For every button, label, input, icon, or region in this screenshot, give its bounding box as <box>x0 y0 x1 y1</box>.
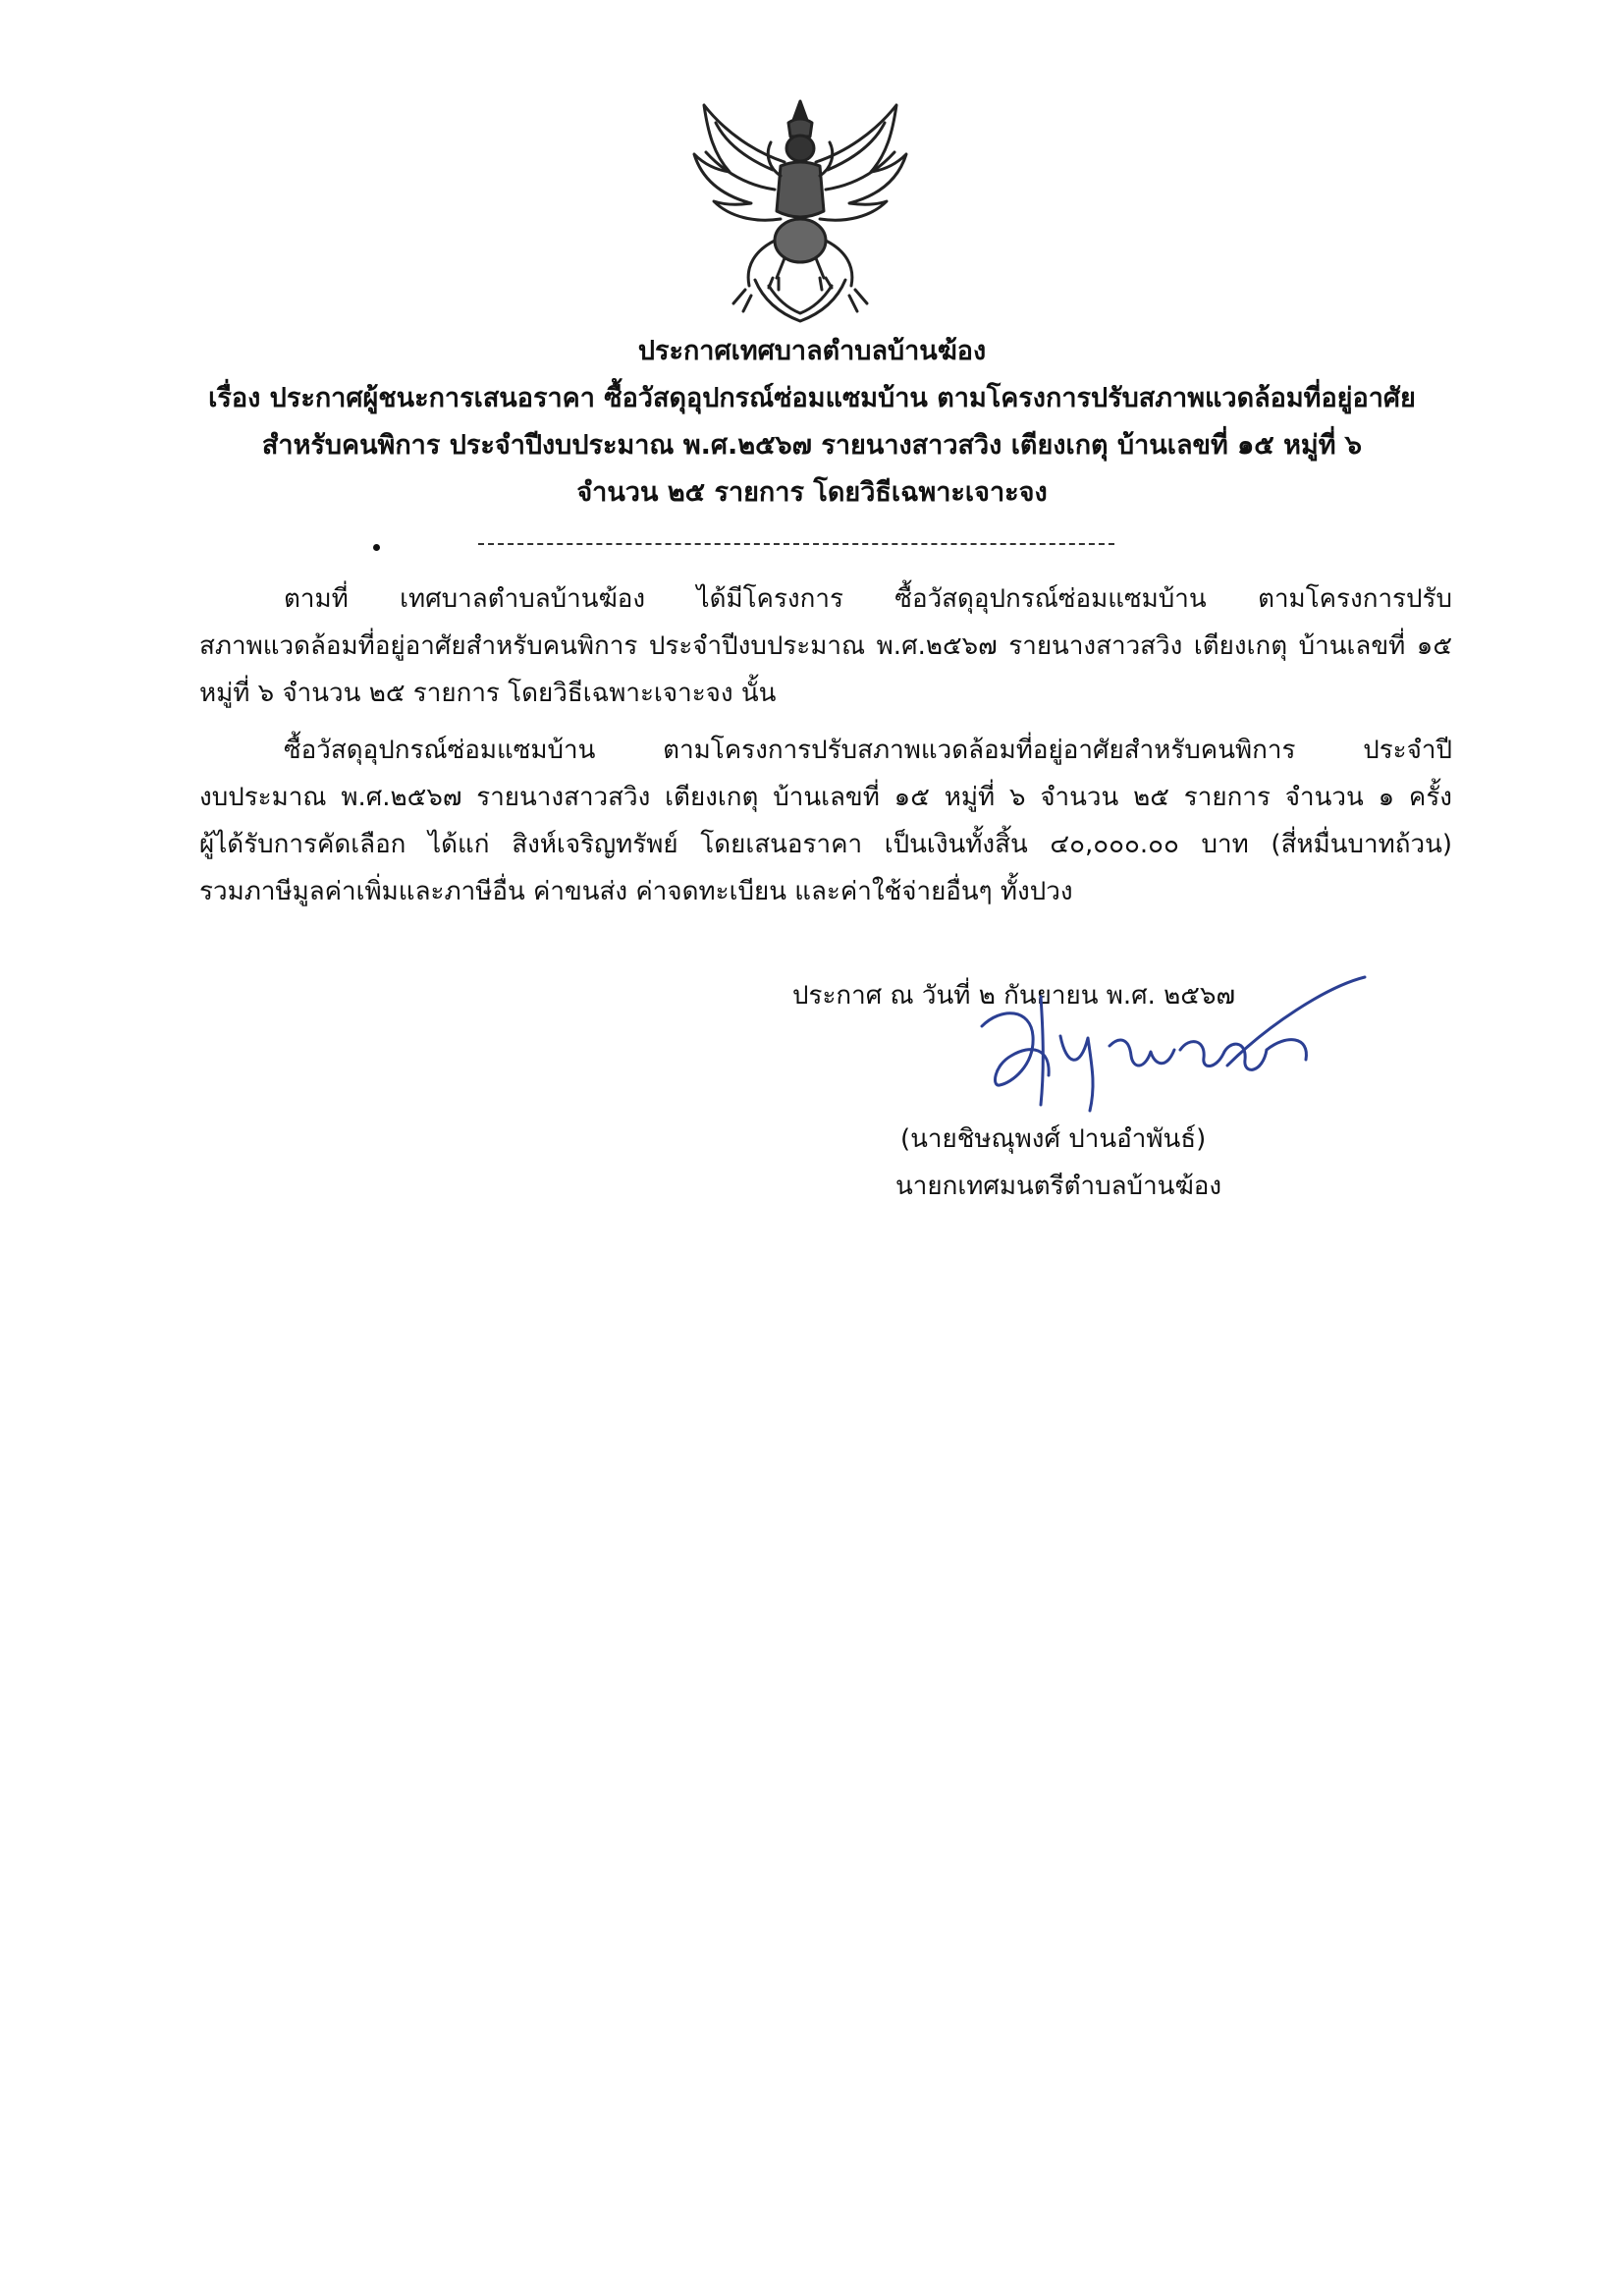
para2-line-2: งบประมาณ พ.ศ.๒๕๖๗ รายนางสาวสวิง เตียงเกตุ บ้านเลขที่ ๑๕ หมู่ที่ ๖ จำนวน ๒๕ รายการ จำนวน ๑ ครั้ง <box>199 783 1452 812</box>
para1-line-2: สภาพแวดล้อมที่อยู่อาศัยสำหรับคนพิการ ประจำปีงบประมาณ พ.ศ.๒๕๖๗ รายนางสาวสวิง เตียงเกตุ บ้านเลขที่ ๑๕ <box>199 631 1452 661</box>
announcement-date: ประกาศ ณ วันที่ ๒ กันยายน พ.ศ. ๒๕๖๗ <box>792 981 1236 1011</box>
para2-line-1: ซื้อวัสดุอุปกรณ์ซ่อมแซมบ้าน ตามโครงการปรับสภาพแวดล้อมที่อยู่อาศัยสำหรับคนพิการ ประจำปี <box>284 736 1452 765</box>
garuda-emblem-icon <box>686 93 914 327</box>
document-subject-line-3: จำนวน ๒๕ รายการ โดยวิธีเฉพาะเจาะจง <box>576 477 1048 508</box>
handwritten-signature <box>972 967 1384 1115</box>
para2-line-4: รวมภาษีมูลค่าเพิ่มและภาษีอื่น ค่าขนส่ง ค่าจดทะเบียน และค่าใช้จ่ายอื่นๆ ทั้งปวง <box>199 877 1073 906</box>
document-subject-line-1: เรื่อง ประกาศผู้ชนะการเสนอราคา ซื้อวัสดุอุปกรณ์ซ่อมแซมบ้าน ตามโครงการปรับสภาพแวดล้อมที่อยู่อาศัย <box>208 383 1416 413</box>
document-org-title: ประกาศเทศบาลตำบลบ้านฆ้อง <box>637 336 987 366</box>
para1-line-1: ตามที่ เทศบาลตำบลบ้านฆ้อง ได้มีโครงการ ซื้อวัสดุอุปกรณ์ซ่อมแซมบ้าน ตามโครงการปรับ <box>284 584 1452 614</box>
para1-line-3: หมู่ที่ ๖ จำนวน ๒๕ รายการ โดยวิธีเฉพาะเจาะจง นั้น <box>199 679 777 708</box>
signer-name: (นายชิษณุพงศ์ ปานอำพันธ์) <box>900 1124 1207 1154</box>
para2-line-3: ผู้ได้รับการคัดเลือก ได้แก่ สิงห์เจริญทรัพย์ โดยเสนอราคา เป็นเงินทั้งสิ้น ๔๐,๐๐๐.๐๐ บาท (สี่หมื่นบาทถ้วน) <box>199 830 1452 859</box>
document-subject-line-2: สำหรับคนพิการ ประจำปีงบประมาณ พ.ศ.๒๕๖๗ รายนางสาวสวิง เตียงเกตุ บ้านเลขที่ ๑๕ หมู่ที่ ๖ <box>261 430 1363 461</box>
signer-title: นายกเทศมนตรีตำบลบ้านฆ้อง <box>895 1172 1222 1201</box>
heading-divider <box>478 543 1114 545</box>
stray-dot <box>373 544 380 551</box>
